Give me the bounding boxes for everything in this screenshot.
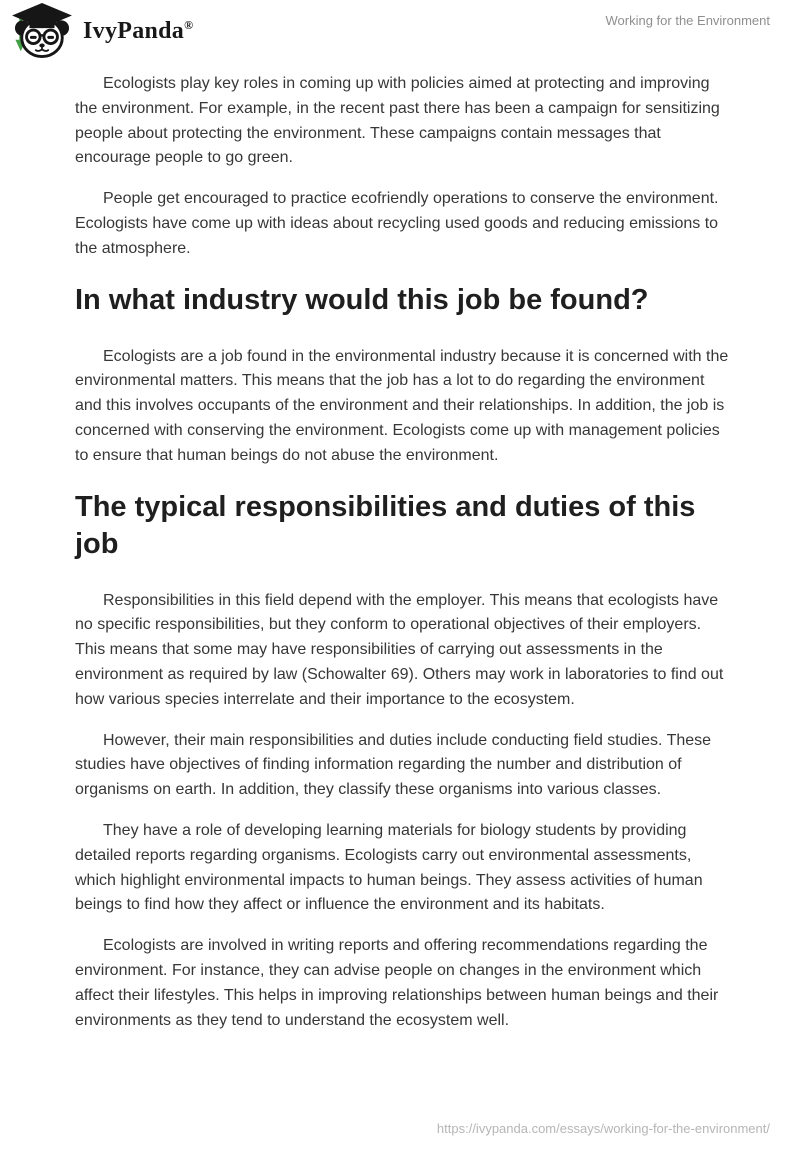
registered-trademark-symbol: ® (184, 18, 194, 32)
brand-name (83, 4, 193, 58)
running-title: Working for the Environment (605, 13, 770, 28)
paragraph-ecologists-roles: Ecologists play key roles in coming up with policies aimed at protecting and improving the environment. For example, in the recent past there has been a campaign for sensitizing people about protecting the environment. These campaigns contain messages that encourage people to go green. (75, 75, 720, 167)
paragraph-ecofriendly-operations: People get encouraged to practice ecofriendly operations to conserve the environment. Ecologists have come up with ideas about recycling used goods and reducing emissions to the atmosphere. (75, 190, 719, 257)
brand-name-text: IvyPanda (83, 18, 185, 44)
paragraph-writing-reports: Ecologists are involved in writing reports and offering recommendations regarding the environment. For instance, they can advise people on changes in the environment which affect their lifestyles. This helps in improving relationships between human beings and their environments as they tend to understand the ecosystem well. (75, 937, 719, 1029)
page-footer (437, 1121, 770, 1136)
ivypanda-logo-icon (10, 3, 74, 59)
source-url: https://ivypanda.com/essays/working-for-the-environment/ (436, 1121, 770, 1136)
paragraph-responsibilities-depend: Responsibilities in this field depend with the employer. This means that ecologists have no specific responsibilities, but they conform to operational objectives of their employers. This means that some may have responsibilities of carrying out assessments in the environment as required by law (Schowalter 69). Others may work in laboratories to find out how various species interrelate and their importance to the ecosystem. (75, 591, 724, 708)
section-heading-industry: In what industry would this job be found? (75, 283, 649, 316)
essay-content (75, 62, 730, 1049)
paragraph-environmental-industry: Ecologists are a job found in the environmental industry because it is concerned with the environmental matters. This means that the job has a lot to do regarding the environment and this involves occupants of the environment and their relationships. In addition, the job is concerned with conserving the environment. Ecologists come up with management policies to ensure that human beings do not abuse the environment. (75, 347, 729, 464)
page-header (10, 3, 770, 59)
brand (10, 3, 770, 59)
paragraph-field-studies: However, their main responsibilities and duties include conducting field studies. These studies have objectives of finding information regarding the number and distribution of organisms on earth. In addition, they classify these organisms into various classes. (75, 731, 712, 799)
paragraph-learning-materials: They have a role of developing learning materials for biology students by providing detailed reports regarding organisms. Ecologists carry out environmental assessments, which highlight environmental impacts to human beings. They assess activities of human beings to find how they affect or influence the environment and its habitats. (75, 821, 703, 914)
section-heading-responsibilities: The typical responsibilities and duties of this job (75, 490, 696, 560)
